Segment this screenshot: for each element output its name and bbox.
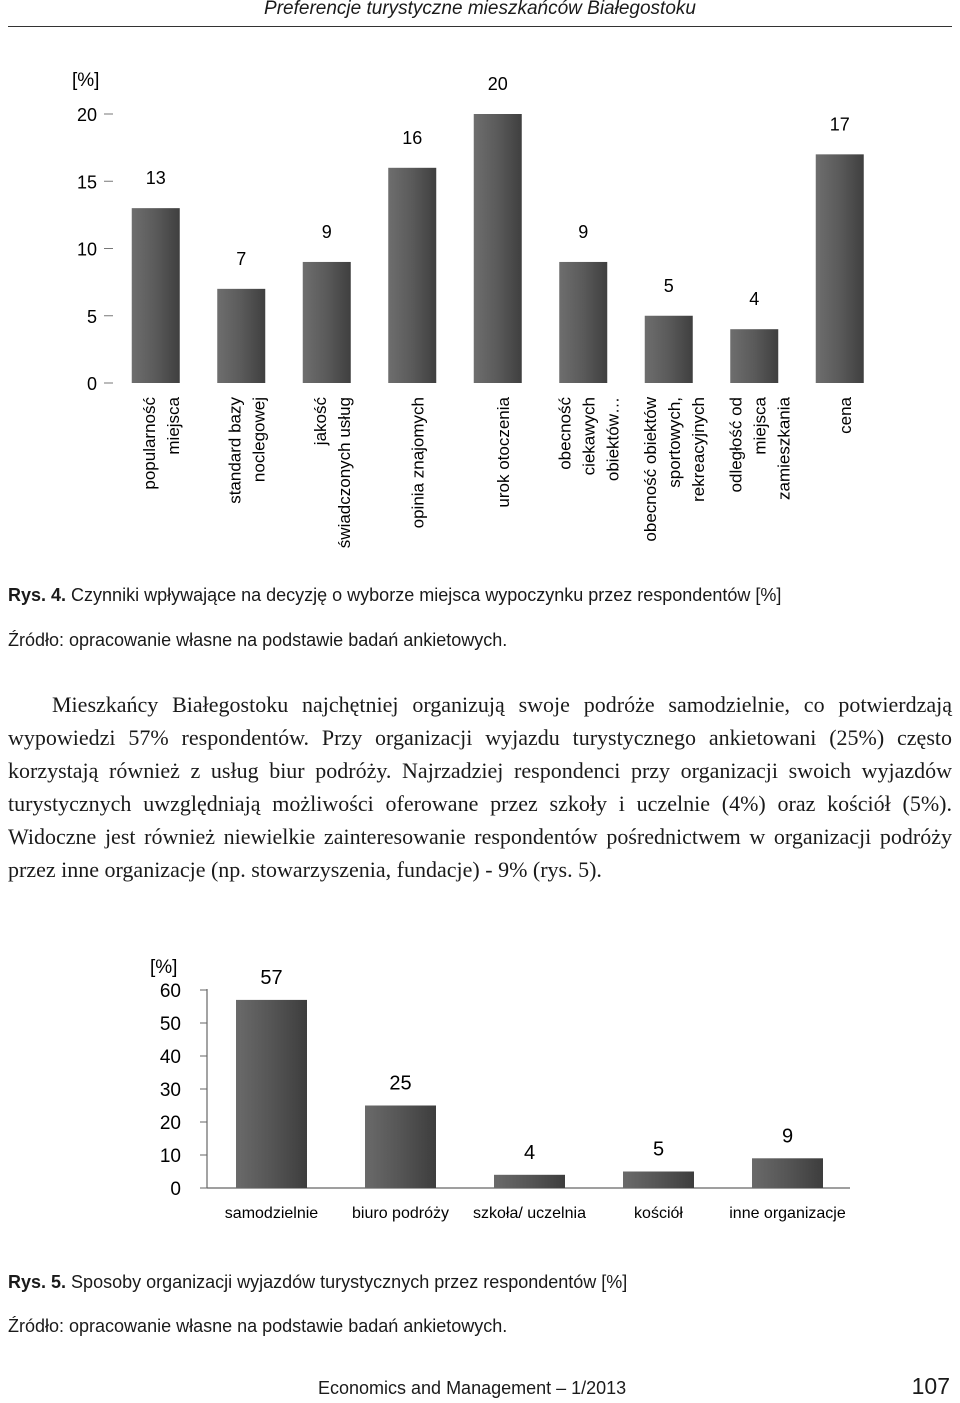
bar bbox=[236, 1000, 307, 1188]
bar-data-label: 20 bbox=[487, 74, 508, 94]
footer-journal: Economics and Management – 1/2013 bbox=[318, 1378, 627, 1398]
y-tick-label: 0 bbox=[170, 1179, 181, 1200]
bar-data-label: 4 bbox=[523, 1141, 536, 1164]
y-tick-label: 0 bbox=[86, 374, 97, 394]
bar-data-label: 13 bbox=[145, 168, 166, 189]
header-rule bbox=[8, 26, 952, 27]
category-label: inne organizacje bbox=[729, 1205, 846, 1222]
bar-data-label: 4 bbox=[749, 289, 760, 310]
figure-4-bar-chart bbox=[0, 40, 960, 570]
running-header-title: Preferencje turystyczne mieszkańców Białegostoku bbox=[264, 0, 696, 19]
y-tick-label: 10 bbox=[159, 1146, 181, 1167]
figure-5-source: Źródło: opracowanie własne na podstawie badań ankietowych. bbox=[8, 1316, 508, 1336]
category-label: obecność obiektów bbox=[640, 397, 660, 542]
bar bbox=[494, 1175, 565, 1188]
body-paragraph-text: Mieszkańcy Białegostoku najchętniej organizują swoje podróże samodzielnie, co potwierdzają wypowiedzi 57% respondentów. Przy organizacji wyjazdu turystycznego ankietowani (25%) często korzystają również z usług biur podróży. Najrzadziej respondenci przy organizacji swoich wyjazdów turystycznych uwzględniają możliwości oferowane przez szkoły i uczelnie (4%) oraz kościół (5%). Widoczne jest również niewielkie zainteresowanie respondentów pośrednictwem w organizacji podróży przez inne organizacje (np. stowarzyszenia, fundacje) - 9% (rys. 5). bbox=[8, 692, 952, 882]
category-label: urok otoczenia bbox=[493, 397, 513, 508]
y-tick-label: 5 bbox=[86, 306, 97, 327]
bar bbox=[623, 1172, 694, 1189]
y-tick-label: 10 bbox=[76, 239, 97, 260]
category-label: świadczonych usług bbox=[334, 397, 354, 549]
figure-5-caption bbox=[8, 1272, 627, 1293]
bar-data-label: 5 bbox=[652, 1138, 665, 1161]
bar bbox=[132, 208, 180, 383]
bar-data-label: 17 bbox=[829, 114, 850, 135]
category-label: rekreacyjnych bbox=[688, 397, 708, 502]
bar bbox=[474, 114, 522, 383]
figure-5-bar-chart bbox=[0, 945, 960, 1235]
category-label: miejsca bbox=[750, 397, 770, 455]
figure-4-caption-text: Czynniki wpływające na decyzję o wyborze miejsca wypoczynku przez respondentów [%] bbox=[66, 585, 782, 605]
bar bbox=[730, 329, 778, 383]
figure-4-source: Źródło: opracowanie własne na podstawie badań ankietowych. bbox=[8, 630, 508, 650]
figure-5-caption-text: Sposoby organizacji wyjazdów turystycznych przez respondentów [%] bbox=[66, 1272, 628, 1292]
figure-4-caption bbox=[8, 585, 781, 606]
y-tick-label: 20 bbox=[76, 105, 97, 125]
y-tick-label: 50 bbox=[159, 1014, 181, 1035]
bar bbox=[365, 1106, 436, 1189]
y-axis-unit-label: [%] bbox=[72, 70, 100, 91]
category-label: kościół bbox=[634, 1205, 683, 1222]
body-paragraph bbox=[8, 688, 952, 886]
y-tick-label: 60 bbox=[159, 981, 181, 1002]
category-label: ciekawych bbox=[579, 397, 599, 476]
bar-data-label: 5 bbox=[663, 275, 674, 296]
bar-data-label: 25 bbox=[389, 1072, 412, 1095]
bar-data-label: 9 bbox=[781, 1125, 794, 1148]
category-label: cena bbox=[835, 397, 855, 434]
category-label: standard bazy bbox=[225, 397, 245, 504]
category-label: biuro podróży bbox=[352, 1205, 449, 1222]
page-number: 107 bbox=[911, 1373, 950, 1399]
category-label: zamieszkania bbox=[774, 397, 794, 500]
bar bbox=[303, 262, 351, 383]
category-label: obiektów… bbox=[603, 397, 623, 482]
bar bbox=[816, 154, 864, 383]
y-tick-label: 20 bbox=[159, 1113, 181, 1134]
bar-data-label: 57 bbox=[260, 966, 283, 989]
y-axis-unit-label: [%] bbox=[150, 957, 178, 978]
bar bbox=[217, 289, 265, 383]
figure-5-caption-label: Rys. 5. bbox=[8, 1272, 67, 1292]
bar bbox=[559, 262, 607, 383]
bar bbox=[752, 1158, 823, 1188]
category-label: popularność bbox=[139, 397, 159, 490]
category-label: opinia znajomych bbox=[408, 397, 428, 529]
category-label: szkoła/ uczelnia bbox=[473, 1205, 586, 1222]
category-label: noclegowej bbox=[249, 397, 269, 483]
figure-4-caption-label: Rys. 4. bbox=[8, 585, 67, 605]
category-label: sportowych, bbox=[664, 397, 684, 488]
category-label: samodzielnie bbox=[224, 1205, 319, 1222]
bar-data-label: 7 bbox=[236, 248, 247, 269]
y-tick-label: 15 bbox=[76, 172, 97, 193]
bar bbox=[645, 316, 693, 383]
bar-data-label: 16 bbox=[402, 127, 423, 148]
y-tick-label: 40 bbox=[159, 1047, 181, 1068]
bar-data-label: 9 bbox=[321, 221, 332, 242]
category-label: jakość bbox=[310, 397, 330, 446]
category-label: miejsca bbox=[163, 397, 183, 455]
category-label: odległość od bbox=[726, 397, 746, 493]
y-tick-label: 30 bbox=[159, 1080, 181, 1101]
category-label: obecność bbox=[555, 397, 575, 470]
bar-data-label: 9 bbox=[578, 221, 589, 242]
bar bbox=[388, 168, 436, 383]
